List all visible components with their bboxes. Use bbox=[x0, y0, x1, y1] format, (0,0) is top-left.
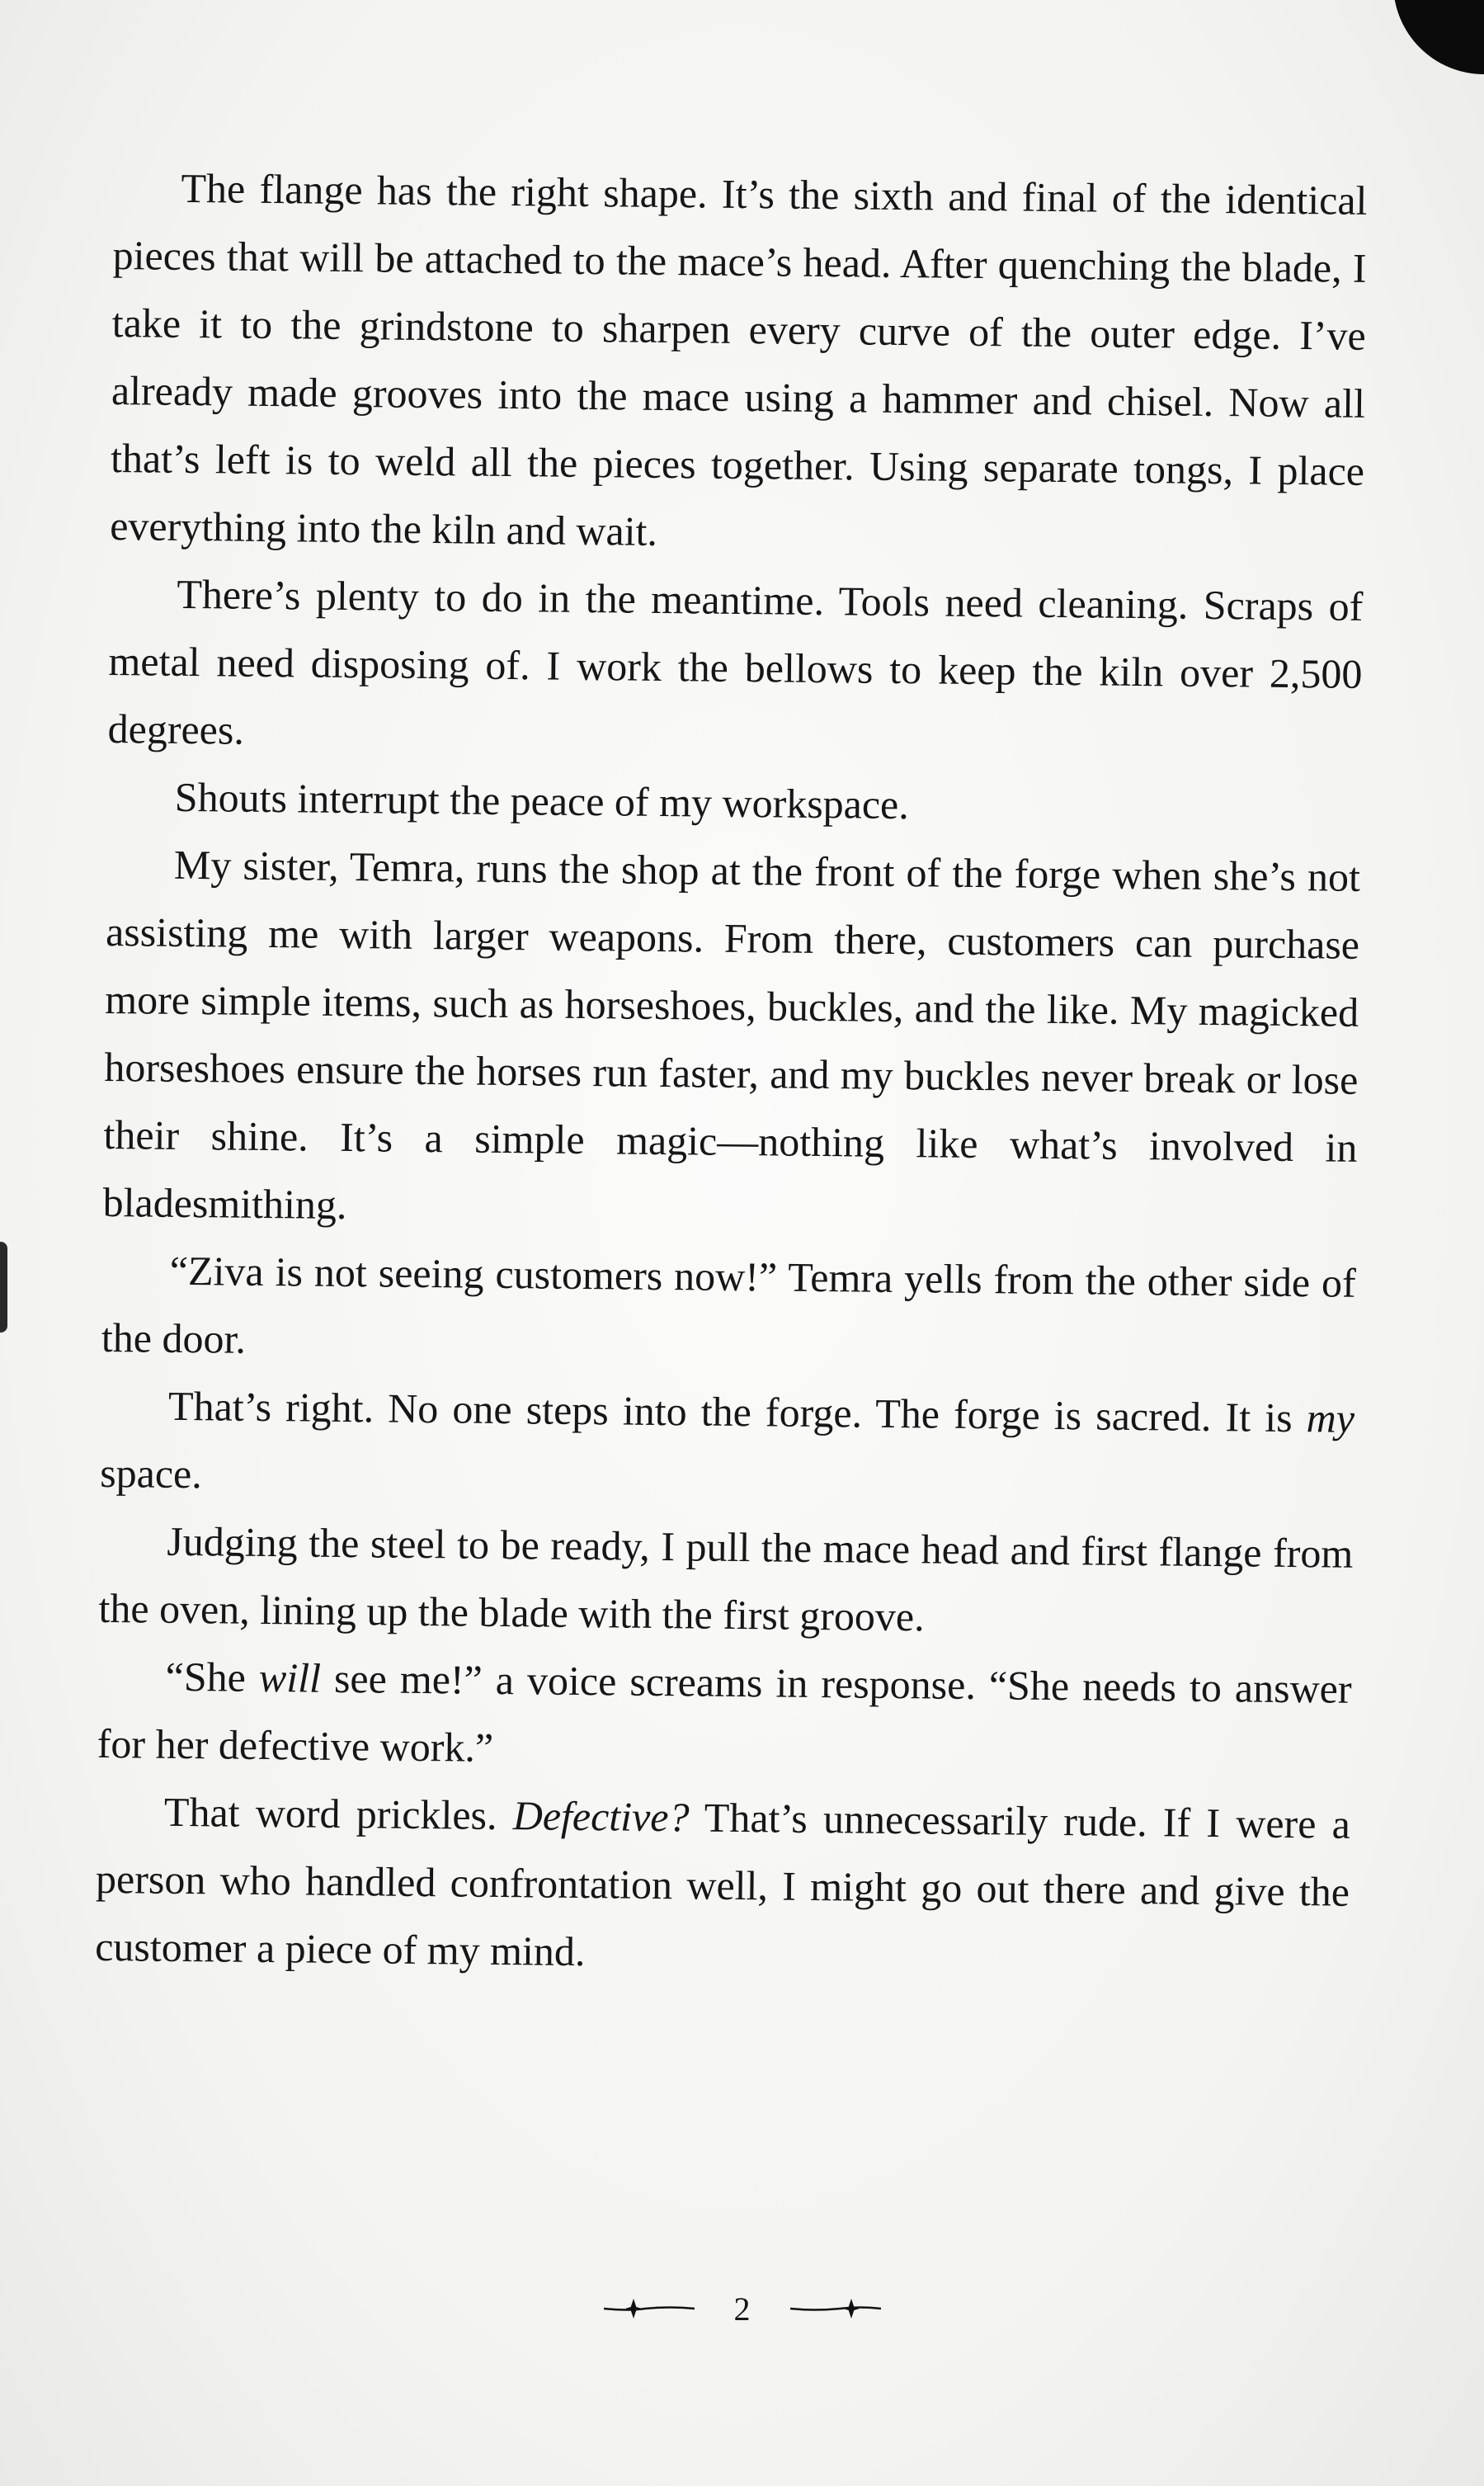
paragraph-text: There’s plenty to do in the meantime. Tools need cleaning. Scraps of metal need disposing of. I work the bellows to keep the kiln over 2,500 degrees. bbox=[107, 570, 1364, 753]
paragraph bbox=[97, 1642, 1352, 1790]
body-text bbox=[95, 153, 1368, 1993]
paragraph bbox=[106, 762, 1361, 843]
paragraph bbox=[110, 153, 1368, 573]
paragraph-text: Judging the steel to be ready, I pull the mace head and first flange from the oven, lining up the blade with the first groove. bbox=[98, 1517, 1354, 1640]
page-corner-shadow bbox=[1393, 0, 1484, 74]
paragraph-text: Shouts interrupt the peace of my workspace. bbox=[174, 773, 910, 828]
star-flourish-right-icon bbox=[790, 2292, 881, 2325]
paragraph-text: The flange has the right shape. It’s the sixth and final of the identical pieces that will be attached to the mace’s head. After quenching the blade, I take it to the grindstone to sharpen every curve of the outer edge. I’ve already made grooves into the mace using a hammer and chisel. Now all that’s left is to weld all the pieces together. Using separate tongs, I place everything into the kiln and wait. bbox=[109, 164, 1368, 554]
paragraph-text: That’s right. No one steps into the forge. The forge is sacred. It is bbox=[167, 1382, 1307, 1441]
paragraph-text: space. bbox=[99, 1449, 203, 1498]
page-edge-mark bbox=[0, 1242, 7, 1333]
paragraph bbox=[101, 1236, 1357, 1385]
paragraph-text: My sister, Temra, runs the shop at the front of the forge when she’s not assisting me with larger weapons. From there, customers can purchase more simple items, such as horseshoes, buckles, and the like. My magicked horseshoes ensure the horses run faster, and my buckles never break or lose their shine. It’s a simple magic—nothing like what’s involved in bladesmithing. bbox=[102, 841, 1361, 1229]
paragraph-text: “Ziva is not seeing customers now!” Temra yells from the other side of the door. bbox=[101, 1247, 1357, 1362]
italic-emphasis: will bbox=[258, 1653, 322, 1701]
italic-emphasis: my bbox=[1306, 1394, 1355, 1441]
paragraph bbox=[102, 830, 1360, 1249]
page-folio bbox=[0, 2284, 1484, 2333]
paragraph bbox=[95, 1777, 1350, 1993]
paragraph bbox=[107, 559, 1363, 776]
paragraph-text: “She bbox=[165, 1653, 260, 1701]
paragraph bbox=[100, 1371, 1355, 1520]
paragraph-text: That’s unnecessarily rude. If I were a person who handled confrontation well, I might go out there and give the customer a piece of my mind. bbox=[94, 1794, 1351, 1975]
paragraph bbox=[98, 1507, 1354, 1655]
paragraph-text: That word prickles. bbox=[163, 1788, 514, 1839]
paragraph-text: see me!” a voice screams in response. “She needs to answer for her defective work.” bbox=[97, 1654, 1352, 1771]
star-flourish-left-icon bbox=[604, 2292, 695, 2325]
page-number: 2 bbox=[733, 2290, 751, 2328]
italic-emphasis: Defective? bbox=[512, 1792, 690, 1841]
